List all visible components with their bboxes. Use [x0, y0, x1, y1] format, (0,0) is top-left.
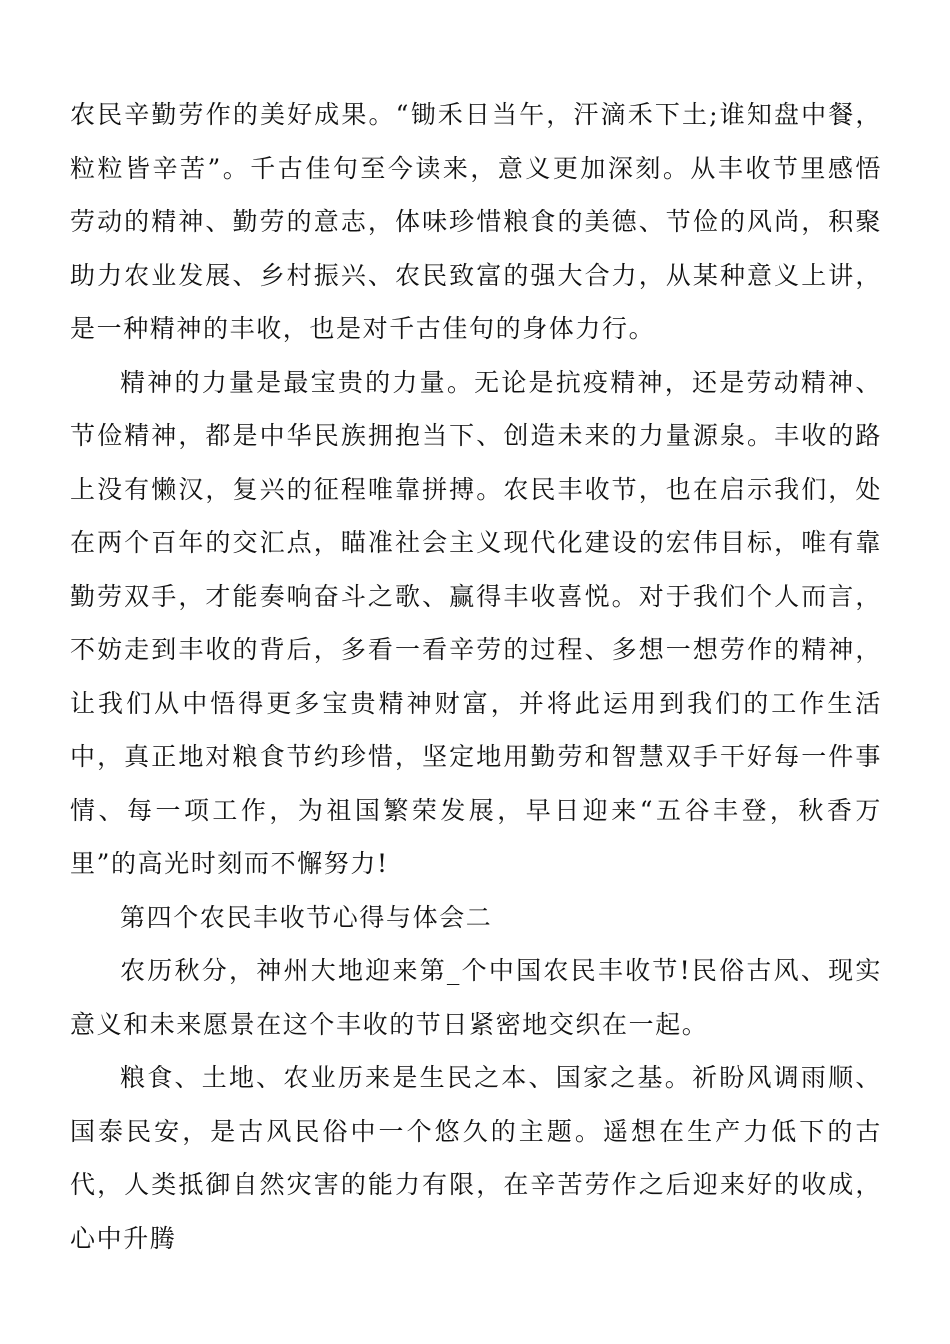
document-body	[70, 88, 882, 1265]
paragraph-grain-land: 粮食、土地、农业历来是生民之本、国家之基。祈盼风调雨顺、国泰民安，是古风民俗中一个悠久的主题。遥想在生产力低下的古代，人类抵御自然灾害的能力有限，在辛苦劳作之后迎来好的收成，心中升腾	[70, 1063, 882, 1253]
paragraph-spirit-power: 精神的力量是最宝贵的力量。无论是抗疫精神，还是劳动精神、节俭精神，都是中华民族拥抱当下、创造未来的力量源泉。丰收的路上没有懒汉，复兴的征程唯靠拼搏。农民丰收节，也在启示我们，处在两个百年的交汇点，瞄准社会主义现代化建设的宏伟目标，唯有靠勤劳双手，才能奏响奋斗之歌、赢得丰收喜悦。对于我们个人而言，不妨走到丰收的背后，多看一看辛劳的过程、多想一想劳作的精神，让我们从中悟得更多宝贵精神财富，并将此运用到我们的工作生活中，真正地对粮食节约珍惜，坚定地用勤劳和智慧双手干好每一件事情、每一项工作，为祖国繁荣发展，早日迎来“五谷丰登，秋香万里”的高光时刻而不懈努力!	[70, 367, 882, 878]
section-heading: 第四个农民丰收节心得与体会二	[120, 902, 493, 932]
paragraph-autumn-equinox: 农历秋分，神州大地迎来第_个中国农民丰收节!民俗古风、现实意义和未来愿景在这个丰收的节日紧密地交织在一起。	[70, 956, 882, 1039]
paragraph-continuation: 农民辛勤劳作的美好成果。“锄禾日当午，汗滴禾下土;谁知盘中餐，粒粒皆辛苦”。千古佳句至今读来，意义更加深刻。从丰收节里感悟劳动的精神、勤劳的意志，体味珍惜粮食的美德、节俭的风尚，积聚助力农业发展、乡村振兴、农民致富的强大合力，从某种意义上讲，是一种精神的丰收，也是对千古佳句的身体力行。	[70, 100, 882, 343]
